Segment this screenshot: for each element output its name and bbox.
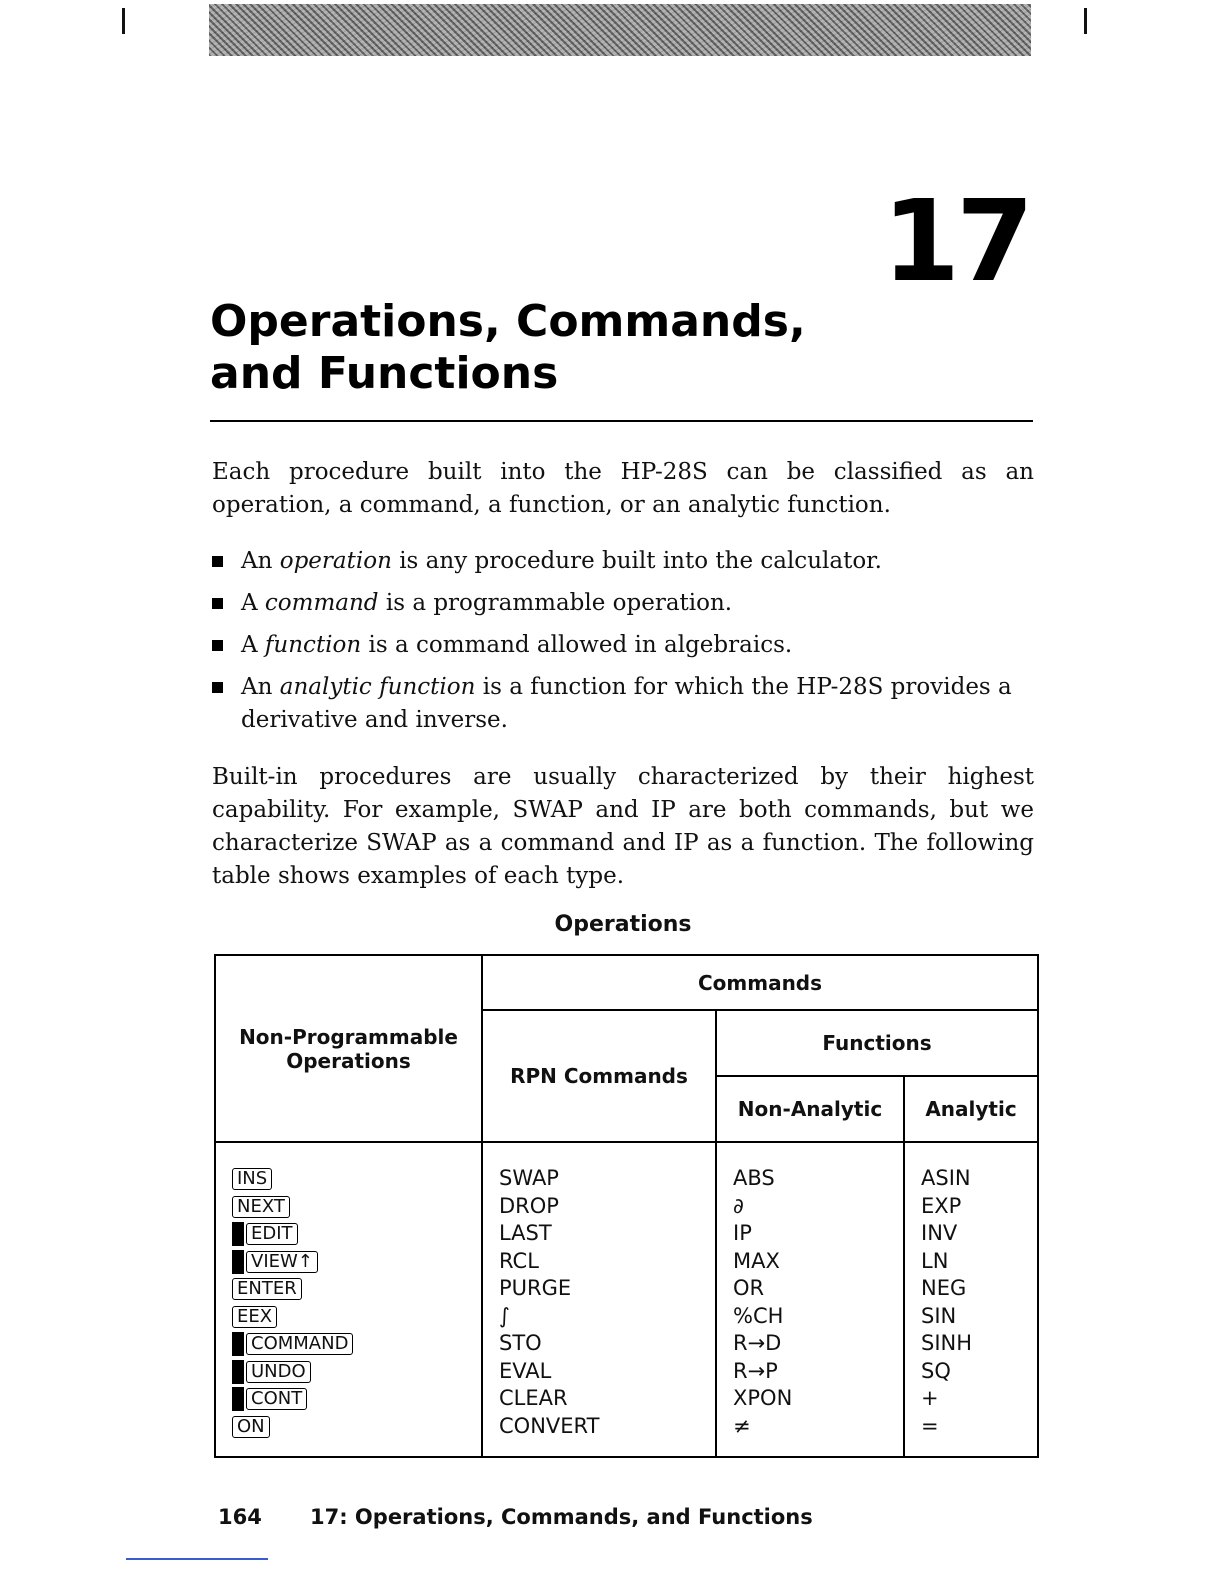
key-item (216, 1358, 481, 1386)
defined-term: command (264, 590, 379, 616)
key-item (216, 1385, 481, 1413)
non-analytic-item: R→D (733, 1331, 782, 1355)
shift-key-icon (232, 1360, 244, 1384)
rpn-command-item: PURGE (499, 1276, 572, 1300)
intro-paragraph: Each procedure built into the HP-28S can be classified as an operation, a command, a function, or an analytic function. (212, 459, 1034, 518)
key-label: CONT (246, 1388, 307, 1410)
non-analytic-item: IP (733, 1221, 752, 1245)
key-item (216, 1165, 481, 1193)
page-footer (218, 1505, 813, 1529)
crop-mark-right (1084, 8, 1087, 34)
non-analytic-item: R→P (733, 1358, 778, 1383)
analytic-item: + (921, 1386, 939, 1410)
chapter-number: 17 (882, 177, 1030, 307)
analytic-item: INV (921, 1221, 958, 1245)
bullet-square-icon (212, 682, 223, 693)
rpn-command-item: STO (499, 1331, 542, 1355)
page-number: 164 (218, 1505, 262, 1529)
key-item (216, 1248, 481, 1276)
key-item (216, 1303, 481, 1331)
header-analytic: Analytic (904, 1076, 1038, 1142)
analytic-item: SIN (921, 1303, 957, 1328)
bullet-square-icon (212, 556, 223, 567)
running-title: 17: Operations, Commands, and Functions (310, 1505, 813, 1529)
header-band (209, 4, 1031, 56)
rpn-command-item: CLEAR (499, 1386, 568, 1410)
scan-edge-line (126, 1558, 268, 1560)
defined-term: operation (279, 548, 392, 574)
rpn-command-item: ∫ (499, 1303, 510, 1328)
key-label: ON (232, 1416, 270, 1438)
shift-key-icon (232, 1222, 244, 1246)
key-label: INS (232, 1168, 272, 1190)
bullet-square-icon (212, 598, 223, 609)
defined-term: analytic function (279, 674, 476, 700)
non-analytic-item: OR (733, 1276, 765, 1300)
rpn-command-item: EVAL (499, 1358, 552, 1383)
analytic-item: SQ (921, 1358, 951, 1383)
analytic-item: LN (921, 1248, 949, 1273)
key-item (216, 1220, 481, 1248)
analytic-item: SINH (921, 1331, 973, 1355)
analytic-item: EXP (921, 1193, 962, 1218)
rpn-command-item: LAST (499, 1221, 552, 1245)
key-label: EEX (232, 1306, 277, 1328)
header-non-analytic: Non-Analytic (716, 1076, 904, 1142)
key-item (216, 1330, 481, 1358)
title-rule (210, 420, 1033, 422)
list-item: An analytic function is a function for which the HP-28S provides a derivative and inverse. (212, 671, 1034, 737)
chapter-title-line1: Operations, Commands, (210, 296, 806, 347)
shift-key-icon (232, 1332, 244, 1356)
key-item (216, 1193, 481, 1221)
header-functions: Functions (716, 1010, 1038, 1076)
list-item: A command is a programmable operation. (212, 587, 1034, 620)
key-item (216, 1413, 481, 1441)
analytic-item: NEG (921, 1276, 967, 1300)
key-label: UNDO (246, 1361, 311, 1383)
rpn-command-item: DROP (499, 1193, 559, 1218)
non-analytic-item: ≠ (733, 1413, 751, 1438)
crop-mark-left (122, 8, 125, 34)
analytic-item: = (921, 1413, 939, 1438)
non-analytic-item: ∂ (733, 1193, 744, 1218)
non-analytic-item: MAX (733, 1248, 780, 1273)
key-label: COMMAND (246, 1333, 353, 1355)
definition-list (212, 545, 1034, 746)
chapter-title (210, 296, 830, 400)
rpn-command-item: RCL (499, 1248, 539, 1273)
list-item: An operation is any procedure built into the calculator. (212, 545, 1034, 578)
non-analytic-item: ABS (733, 1166, 775, 1190)
non-analytic-column (716, 1142, 904, 1457)
analytic-item: ASIN (921, 1166, 971, 1190)
key-item (216, 1275, 481, 1303)
rpn-commands-column (482, 1142, 716, 1457)
analytic-column (904, 1142, 1038, 1457)
header-non-programmable: Non-Programmable Operations (215, 955, 482, 1142)
table-title: Operations (554, 912, 692, 937)
shift-key-icon (232, 1250, 244, 1274)
rpn-command-item: CONVERT (499, 1413, 600, 1438)
chapter-title-line2: and Functions (210, 348, 559, 399)
header-commands: Commands (482, 955, 1038, 1010)
bullet-square-icon (212, 640, 223, 651)
list-item: A function is a command allowed in algebraics. (212, 629, 1034, 662)
rpn-command-item: SWAP (499, 1166, 559, 1190)
non-analytic-item: XPON (733, 1386, 793, 1410)
outro-paragraph: Built-in procedures are usually characterized by their highest capability. For example, SWAP and IP are both commands, but we characterize SWAP as a command and IP as a function. The following table shows examples of each type. (212, 764, 1034, 889)
shift-key-icon (232, 1387, 244, 1411)
operations-table (214, 954, 1039, 1458)
key-label: NEXT (232, 1196, 290, 1218)
key-label: VIEW↑ (246, 1251, 318, 1273)
defined-term: function (264, 632, 362, 658)
header-rpn-commands: RPN Commands (482, 1010, 716, 1142)
key-label: ENTER (232, 1278, 302, 1300)
non-analytic-item: %CH (733, 1303, 784, 1328)
non-programmable-column (215, 1142, 482, 1457)
key-label: EDIT (246, 1223, 298, 1245)
